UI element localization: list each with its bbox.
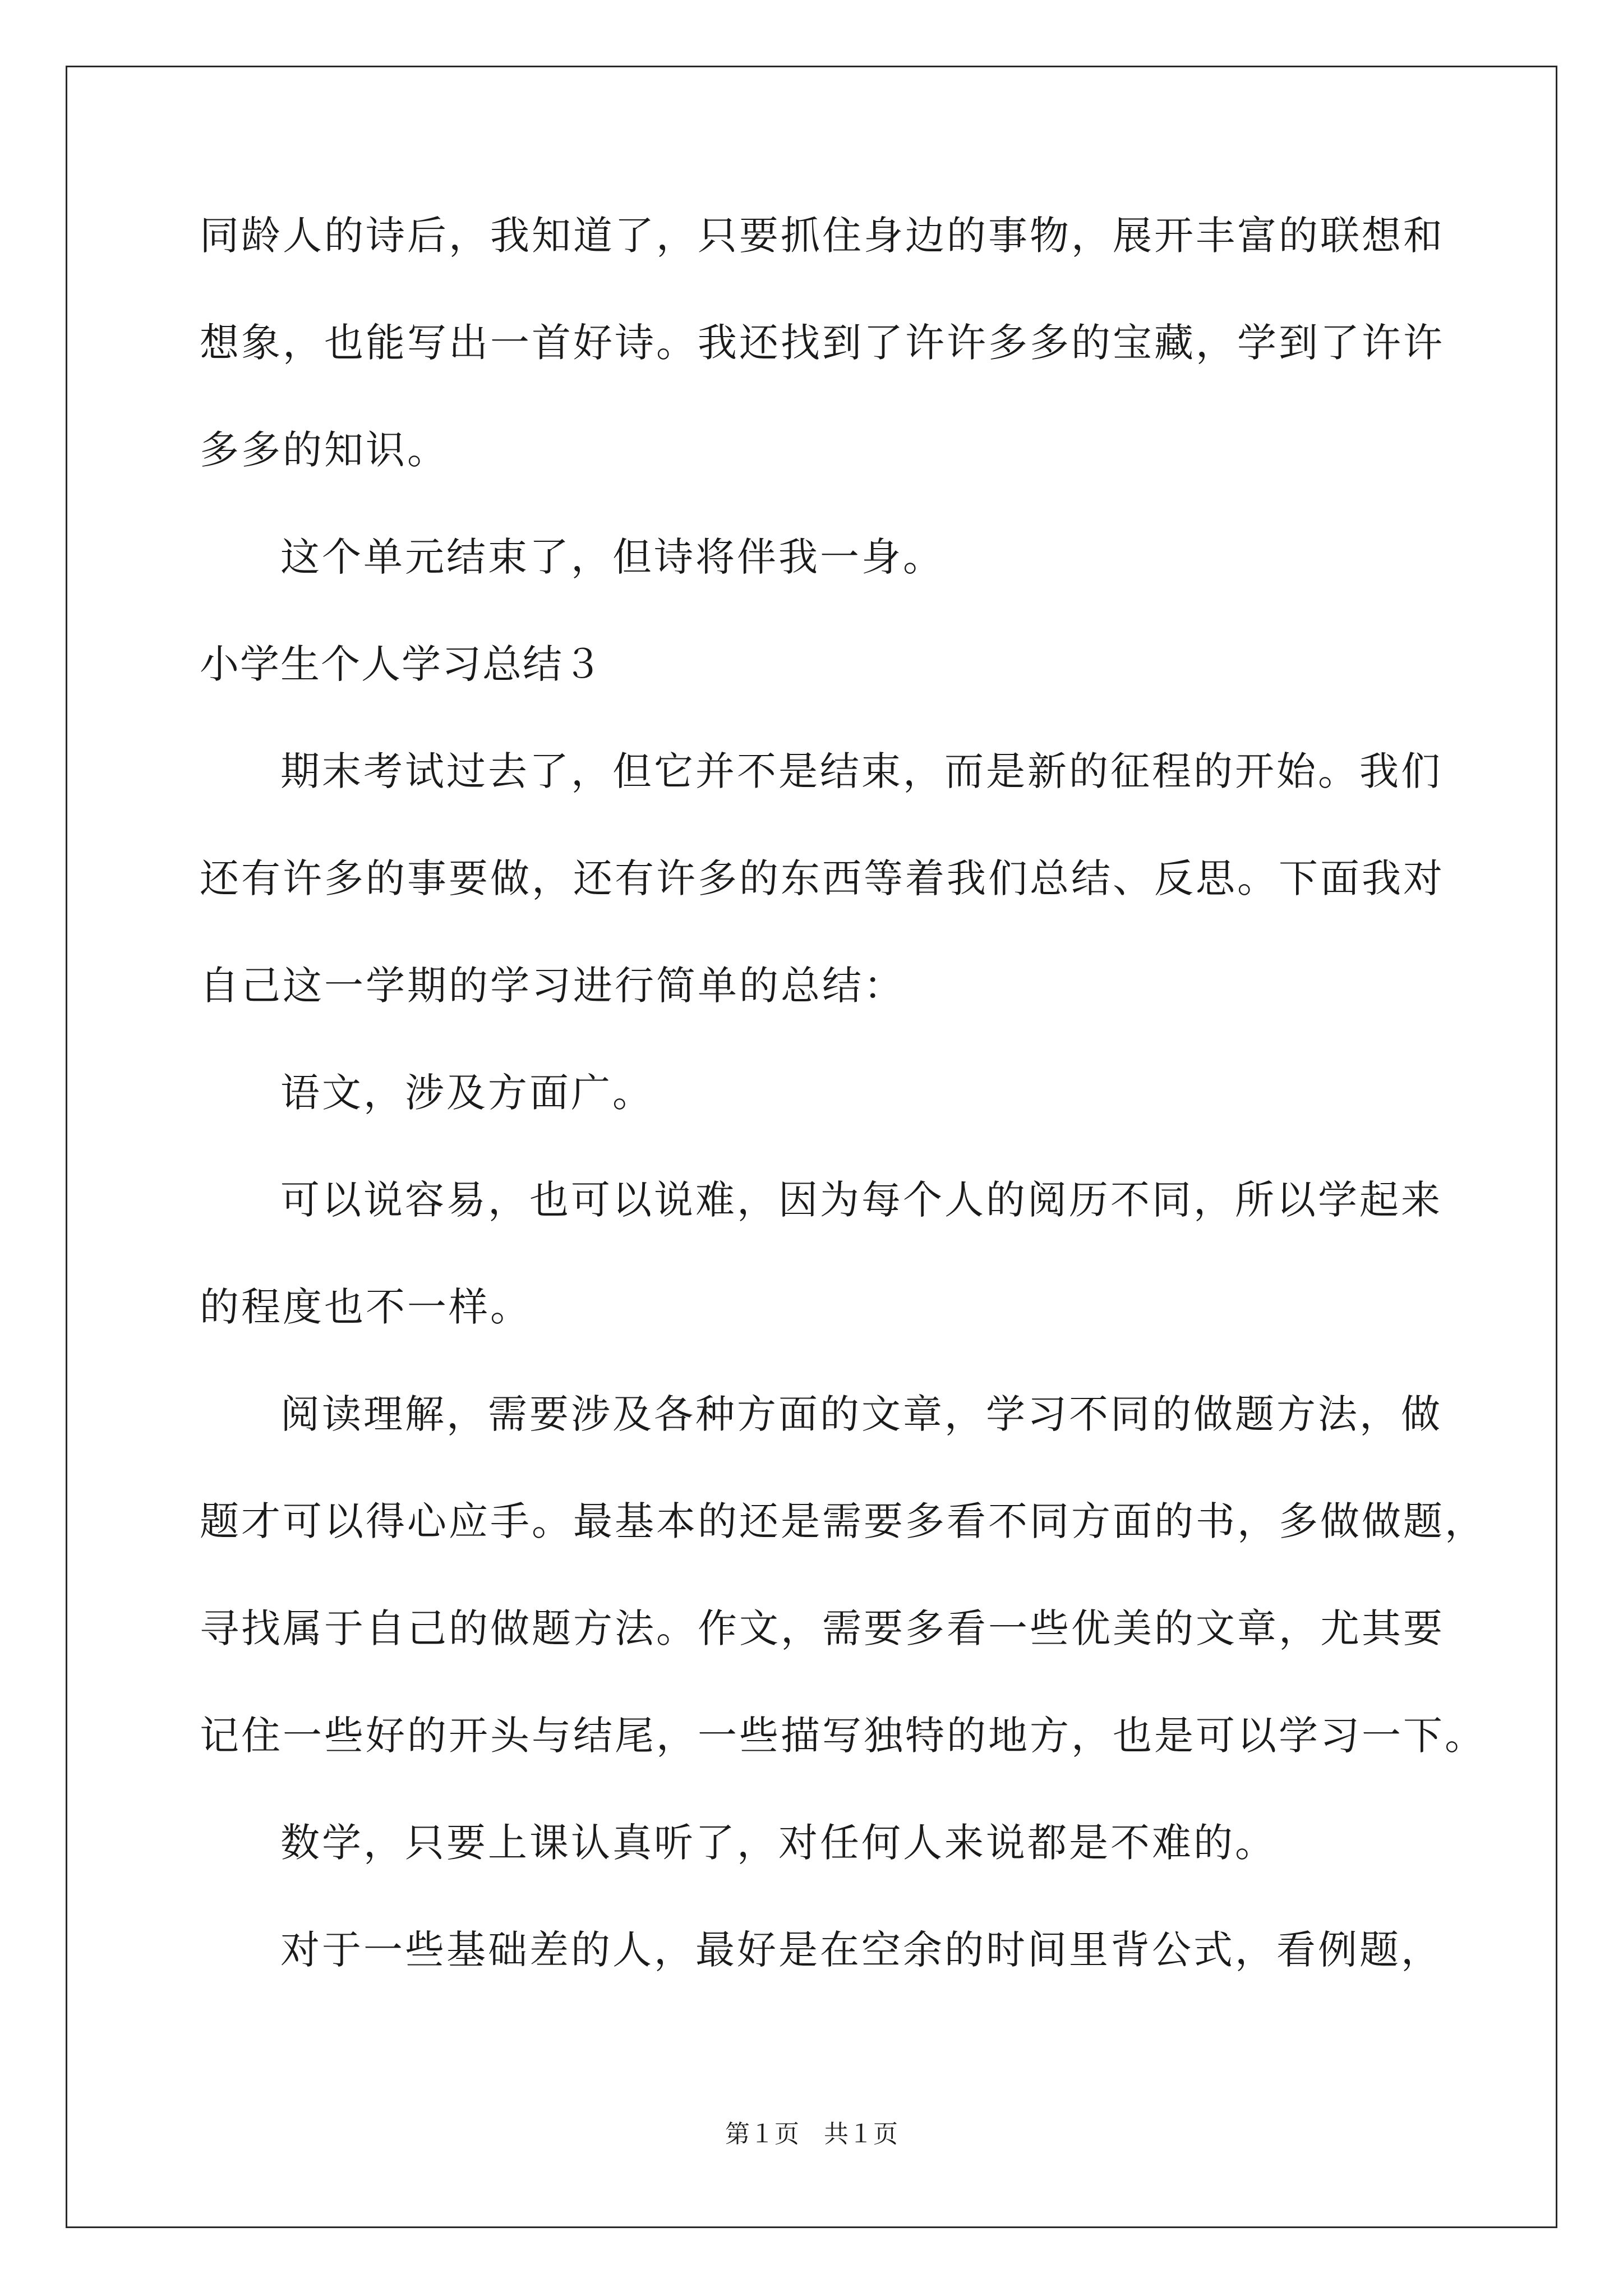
page-number-footer: 第１页 共１页 [725, 2120, 898, 2148]
paragraph-line: 语文，涉及方面广。 [280, 1070, 654, 1116]
paragraph-line: 同龄人的诗后，我知道了，只要抓住身边的事物，展开丰富的联想和 [200, 213, 1445, 259]
paragraph-line: 题才可以得心应手。最基本的还是需要多看不同方面的书，多做做题， [200, 1498, 1486, 1544]
paragraph-line: 期末考试过去了，但它并不是结束，而是新的征程的开始。我们 [280, 748, 1442, 794]
paragraph-line: 数学，只要上课认真听了，对任何人来说都是不难的。 [280, 1820, 1276, 1866]
paragraph-line: 这个单元结束了，但诗将伴我一身。 [280, 534, 944, 580]
paragraph-line: 阅读理解，需要涉及各种方面的文章，学习不同的做题方法，做 [280, 1391, 1442, 1437]
paragraph-line: 记住一些好的开头与结尾，一些描写独特的地方，也是可以学习一下。 [200, 1713, 1486, 1759]
document-body [200, 213, 1486, 2037]
paragraph-line: 可以说容易，也可以说难，因为每个人的阅历不同，所以学起来 [280, 1177, 1442, 1223]
paragraph-line: 寻找属于自己的做题方法。作文，需要多看一些优美的文章，尤其要 [200, 1605, 1445, 1651]
paragraph-line: 自己这一学期的学习进行简单的总结： [200, 963, 905, 1009]
section-heading: 小学生个人学习总结３ [200, 641, 603, 687]
paragraph-line: 对于一些基础差的人，最好是在空余的时间里背公式，看例题， [280, 1927, 1442, 1973]
paragraph-line: 想象，也能写出一首好诗。我还找到了许许多多的宝藏，学到了许许 [200, 320, 1445, 366]
paragraph-line: 多多的知识。 [200, 427, 449, 473]
paragraph-line: 还有许多的事要做，还有许多的东西等着我们总结、反思。下面我对 [200, 855, 1445, 901]
paragraph-line: 的程度也不一样。 [200, 1284, 532, 1330]
